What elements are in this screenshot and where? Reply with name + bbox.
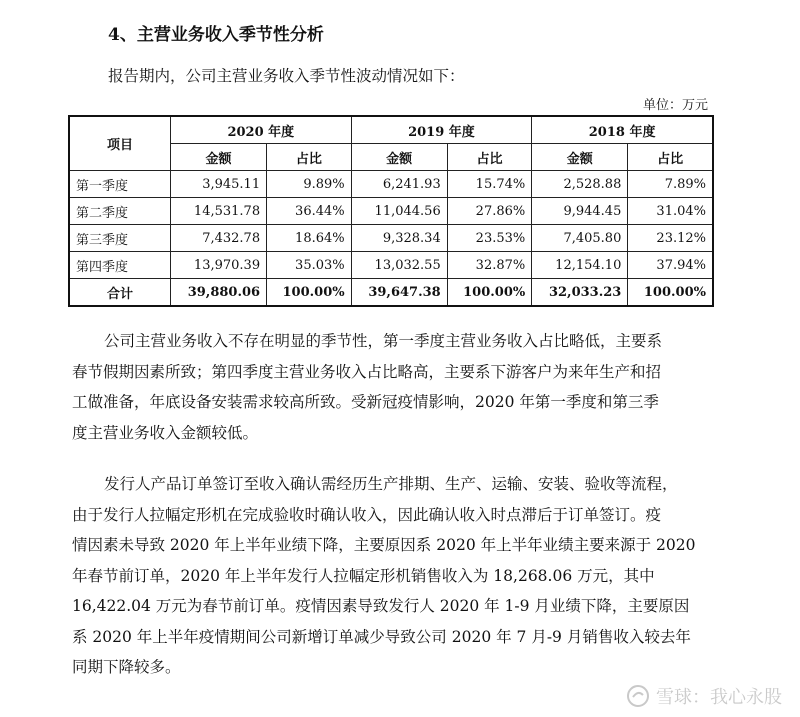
text-line: 春节假期因素所致；第四季度主营业务收入占比略高，主要系下游客户为来年生产和招 xyxy=(72,362,662,381)
text-line: 由于发行人拉幅定形机在完成验收时确认收入，因此确认收入时点滞后于订单签订。疫 xyxy=(72,505,662,524)
table-cell: 2,528.88 xyxy=(532,171,628,198)
table-row xyxy=(69,225,713,252)
table-cell: 35.03% xyxy=(267,252,352,279)
amount-header: 金额 xyxy=(171,144,267,171)
table-cell: 37.94% xyxy=(628,252,713,279)
table-cell: 13,032.55 xyxy=(351,252,447,279)
table-cell: 18.64% xyxy=(267,225,352,252)
table-cell: 9.89% xyxy=(267,171,352,198)
table-cell: 9,944.45 xyxy=(532,198,628,225)
watermark-text: 雪球：我心永股 xyxy=(656,687,782,708)
text-line: 情因素未导致 2020 年上半年业绩下降，主要原因系 2020 年上半年业绩主要来源于 2020 xyxy=(72,536,696,554)
table-row xyxy=(69,171,713,198)
seasonal-revenue-table xyxy=(68,115,714,307)
share-header: 占比 xyxy=(267,144,352,171)
intro-text: 报告期内，公司主营业务收入季节性波动情况如下： xyxy=(108,67,465,85)
table-cell: 13,970.39 xyxy=(171,252,267,279)
text-line: 16,422.04 万元为春节前订单。疫情因素导致发行人 2020 年 1-9 月业绩下降，主要原因 xyxy=(72,597,690,615)
table-cell: 12,154.10 xyxy=(532,252,628,279)
table-cell: 14,531.78 xyxy=(171,198,267,225)
paragraph-orders xyxy=(72,469,722,683)
text-line: 度主营业务收入金额较低。 xyxy=(72,423,259,442)
table-cell: 39,880.06 xyxy=(171,279,267,307)
amount-header: 金额 xyxy=(532,144,628,171)
table-cell: 7.89% xyxy=(628,171,713,198)
table-cell: 7,432.78 xyxy=(171,225,267,252)
text-line: 发行人产品订单签订至收入确认需经历生产排期、生产、运输、安装、验收等流程， xyxy=(104,475,678,493)
table-cell: 27.86% xyxy=(447,198,532,225)
text-line: 系 2020 年上半年疫情期间公司新增订单减少导致公司 2020 年 7 月-9 月销售收入较去年 xyxy=(72,627,691,646)
table-cell: 32,033.23 xyxy=(532,279,628,307)
table-cell: 100.00% xyxy=(628,279,713,307)
row-label: 第一季度 xyxy=(69,171,171,198)
table-cell: 100.00% xyxy=(267,279,352,307)
section-heading: 4、主营业务收入季节性分析 xyxy=(108,25,324,45)
table-cell: 39,647.38 xyxy=(351,279,447,307)
row-label: 第四季度 xyxy=(69,252,171,279)
snowball-logo-icon xyxy=(626,684,650,708)
share-header: 占比 xyxy=(447,144,532,171)
text-line: 年春节前订单，2020 年上半年发行人拉幅定形机销售收入为 18,268.06 万元，其中 xyxy=(72,566,655,585)
total-row xyxy=(69,279,713,307)
table-cell: 7,405.80 xyxy=(532,225,628,252)
row-label: 第二季度 xyxy=(69,198,171,225)
table-cell: 15.74% xyxy=(447,171,532,198)
item-header: 项目 xyxy=(69,116,171,171)
watermark xyxy=(626,683,782,709)
year-header-2020: 2020 年度 xyxy=(171,116,352,144)
text-line: 工做准备，年底设备安装需求较高所致。受新冠疫情影响，2020 年第一季度和第三季 xyxy=(72,393,659,411)
table-row xyxy=(69,198,713,225)
table-cell: 32.87% xyxy=(447,252,532,279)
paragraph-seasonality xyxy=(72,326,722,448)
table-cell: 31.04% xyxy=(628,198,713,225)
table-cell: 23.12% xyxy=(628,225,713,252)
table-cell: 6,241.93 xyxy=(351,171,447,198)
text-line: 公司主营业务收入不存在明显的季节性，第一季度主营业务收入占比略低，主要系 xyxy=(104,332,663,350)
text-line: 同期下降较多。 xyxy=(72,658,181,676)
table-cell: 100.00% xyxy=(447,279,532,307)
table-cell: 36.44% xyxy=(267,198,352,225)
row-label: 第三季度 xyxy=(69,225,171,252)
year-header-2019: 2019 年度 xyxy=(351,116,532,144)
unit-label: 单位：万元 xyxy=(642,98,708,113)
year-header-2018: 2018 年度 xyxy=(532,116,713,144)
table-row xyxy=(69,252,713,279)
table-cell: 23.53% xyxy=(447,225,532,252)
table-cell: 9,328.34 xyxy=(351,225,447,252)
table-cell: 3,945.11 xyxy=(171,171,267,198)
row-label: 合计 xyxy=(69,279,171,307)
share-header: 占比 xyxy=(628,144,713,171)
amount-header: 金额 xyxy=(351,144,447,171)
table-cell: 11,044.56 xyxy=(351,198,447,225)
